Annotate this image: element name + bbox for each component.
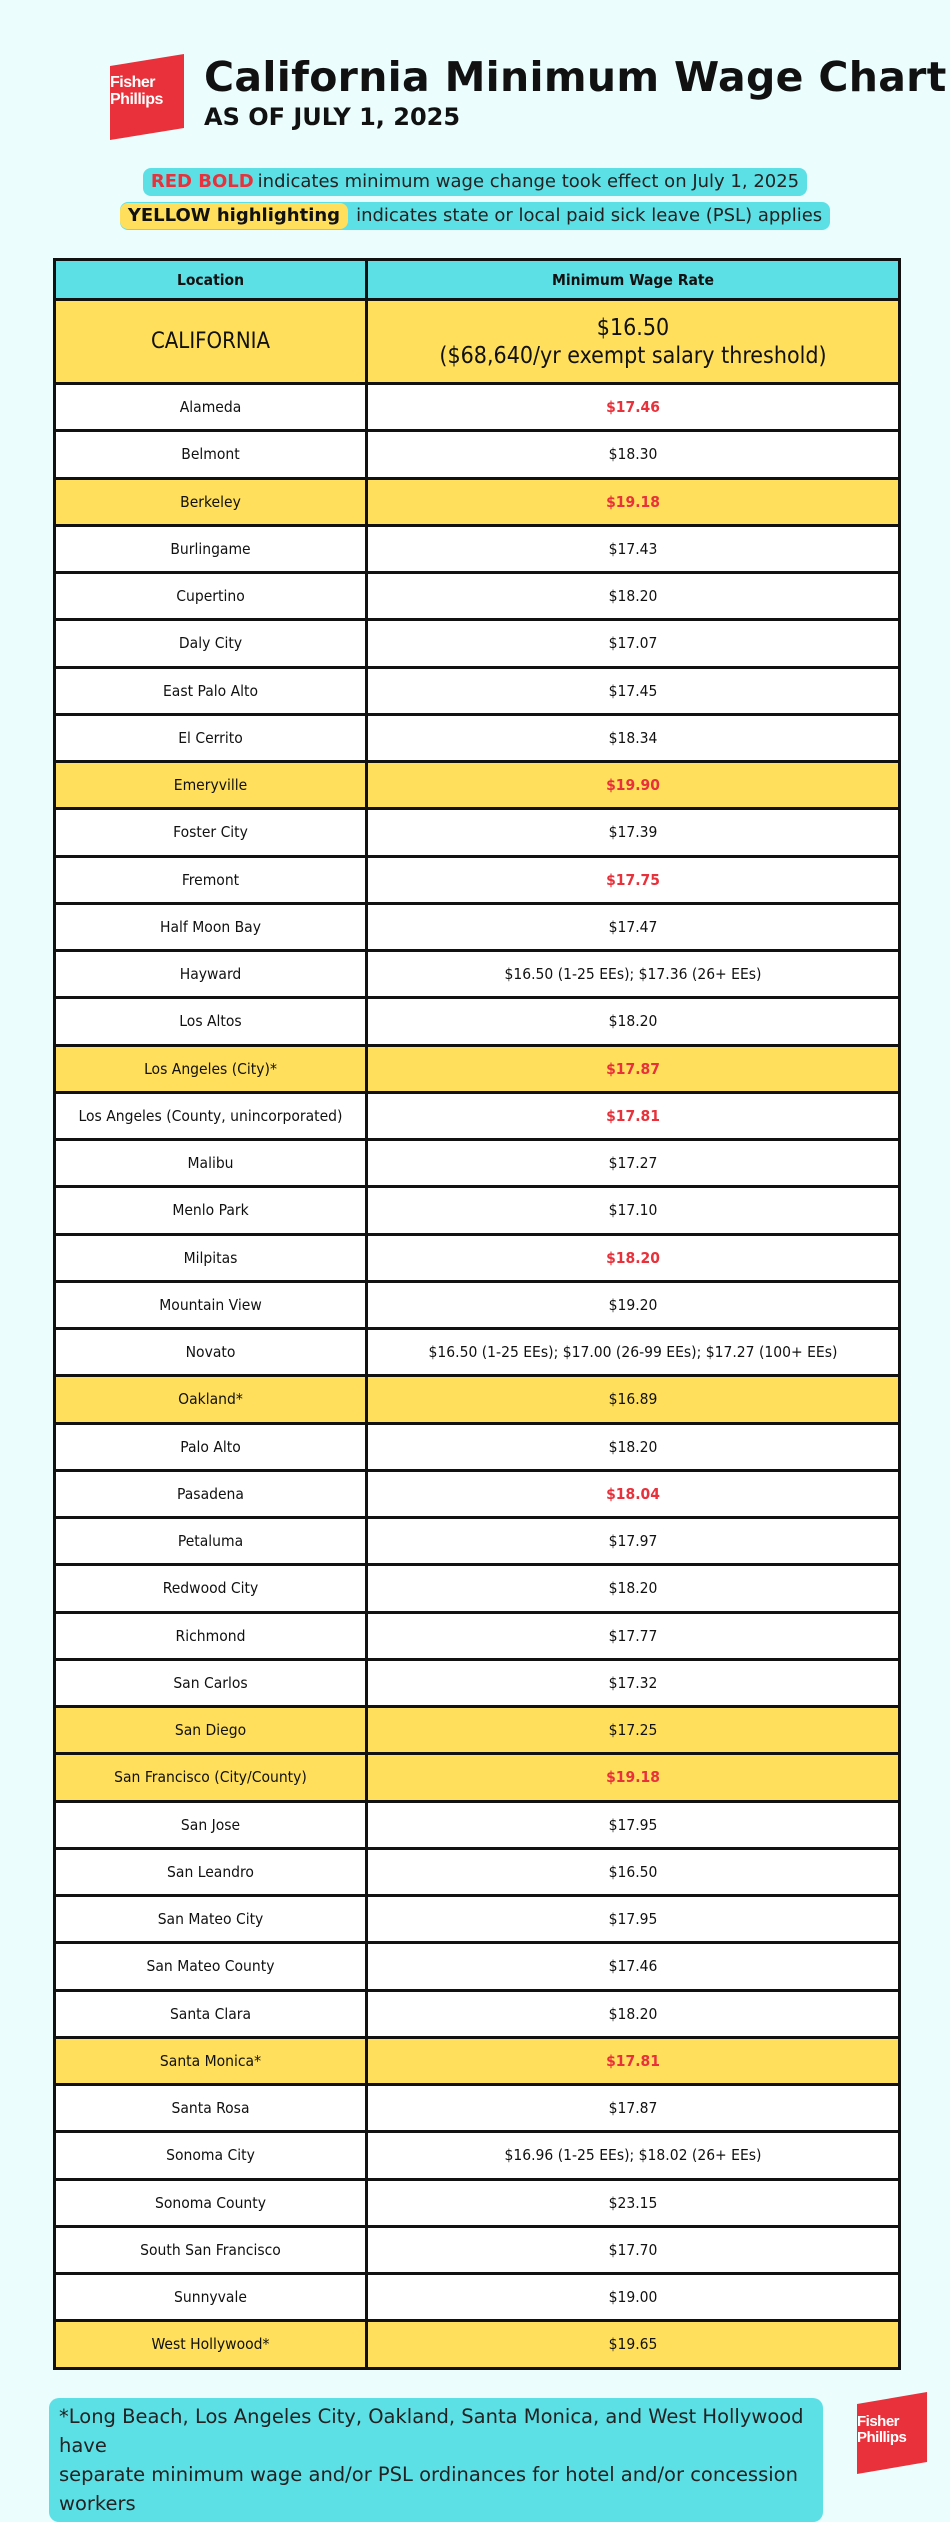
- rate-cell: $16.96 (1-25 EEs); $18.02 (26+ EEs): [367, 2132, 900, 2179]
- rate-cell: $17.39: [367, 809, 900, 856]
- state-rate: [367, 300, 900, 384]
- rate-cell: $17.70: [367, 2226, 900, 2273]
- table-row: [55, 1707, 900, 1754]
- rate-cell: $18.20: [367, 1234, 900, 1281]
- location-cell: San Diego: [55, 1707, 367, 1754]
- table-header-row: [55, 260, 900, 300]
- location-cell: South San Francisco: [55, 2226, 367, 2273]
- location-cell: Berkeley: [55, 478, 367, 525]
- location-cell: Santa Rosa: [55, 2085, 367, 2132]
- table-row: [55, 525, 900, 572]
- location-cell: Sunnyvale: [55, 2274, 367, 2321]
- table-row: [55, 998, 900, 1045]
- table-row: [55, 1565, 900, 1612]
- table-row: [55, 1990, 900, 2037]
- location-cell: El Cerrito: [55, 714, 367, 761]
- table-row: [55, 667, 900, 714]
- rate-cell: $23.15: [367, 2179, 900, 2226]
- location-cell: Sonoma City: [55, 2132, 367, 2179]
- location-cell: Los Angeles (City)*: [55, 1045, 367, 1092]
- location-cell: Menlo Park: [55, 1187, 367, 1234]
- rate-cell: $17.46: [367, 1943, 900, 1990]
- legend: [0, 168, 950, 236]
- location-cell: Sonoma County: [55, 2179, 367, 2226]
- location-cell: Richmond: [55, 1612, 367, 1659]
- location-cell: Novato: [55, 1329, 367, 1376]
- rate-cell: $17.87: [367, 1045, 900, 1092]
- rate-cell: $16.89: [367, 1376, 900, 1423]
- rate-cell: $17.95: [367, 1801, 900, 1848]
- location-cell: Mountain View: [55, 1281, 367, 1328]
- table-row: [55, 1140, 900, 1187]
- location-cell: West Hollywood*: [55, 2321, 367, 2368]
- footer-logo-line-1: Fisher: [857, 2413, 900, 2430]
- table-row: [55, 1801, 900, 1848]
- table-row: [55, 2179, 900, 2226]
- page-title: California Minimum Wage Chart: [204, 53, 947, 101]
- location-cell: Santa Monica*: [55, 2037, 367, 2084]
- rate-cell: $17.81: [367, 2037, 900, 2084]
- table-row: [55, 1754, 900, 1801]
- table-row: [55, 2132, 900, 2179]
- rate-cell: $17.95: [367, 1896, 900, 1943]
- table-row: [55, 1848, 900, 1895]
- table-row: [55, 1045, 900, 1092]
- table-row: [55, 478, 900, 525]
- rate-cell: $17.97: [367, 1518, 900, 1565]
- page-header: [106, 52, 947, 142]
- rate-cell: $19.00: [367, 2274, 900, 2321]
- table-row: [55, 1092, 900, 1139]
- state-exempt-threshold: ($68,640/yr exempt salary threshold): [439, 342, 827, 369]
- column-header-rate: Minimum Wage Rate: [367, 260, 900, 300]
- legend-yellow-text: indicates state or local paid sick leave (PSL) applies: [356, 205, 823, 226]
- table-row: [55, 1281, 900, 1328]
- table-row: [55, 2037, 900, 2084]
- rate-cell: $17.87: [367, 2085, 900, 2132]
- location-cell: Los Altos: [55, 998, 367, 1045]
- table-row: [55, 1376, 900, 1423]
- table-row: [55, 431, 900, 478]
- legend-yellow-label: YELLOW highlighting: [120, 203, 348, 229]
- location-cell: San Mateo County: [55, 1943, 367, 1990]
- rate-cell: $19.18: [367, 478, 900, 525]
- footnote-line-2: separate minimum wage and/or PSL ordinances for hotel and/or concession workers: [59, 2463, 798, 2515]
- rate-cell: $17.45: [367, 667, 900, 714]
- table-row: [55, 1234, 900, 1281]
- table-row: [55, 856, 900, 903]
- location-cell: Hayward: [55, 951, 367, 998]
- table-row: [55, 714, 900, 761]
- rate-cell: $17.10: [367, 1187, 900, 1234]
- table-row: [55, 1470, 900, 1517]
- table-row: [55, 762, 900, 809]
- location-cell: San Jose: [55, 1801, 367, 1848]
- rate-cell: $17.25: [367, 1707, 900, 1754]
- table-row: [55, 951, 900, 998]
- location-cell: San Mateo City: [55, 1896, 367, 1943]
- location-cell: Alameda: [55, 384, 367, 431]
- footnote-line-1: *Long Beach, Los Angeles City, Oakland, Santa Monica, and West Hollywood have: [59, 2405, 804, 2457]
- rate-cell: $18.20: [367, 998, 900, 1045]
- location-cell: San Carlos: [55, 1659, 367, 1706]
- wage-table-container: [53, 258, 898, 2370]
- location-cell: Fremont: [55, 856, 367, 903]
- table-row: [55, 903, 900, 950]
- rate-cell: $17.77: [367, 1612, 900, 1659]
- location-cell: Redwood City: [55, 1565, 367, 1612]
- rate-cell: $17.81: [367, 1092, 900, 1139]
- location-cell: Pasadena: [55, 1470, 367, 1517]
- legend-red-label: RED BOLD: [150, 171, 254, 192]
- rate-cell: $16.50: [367, 1848, 900, 1895]
- location-cell: East Palo Alto: [55, 667, 367, 714]
- table-row: [55, 620, 900, 667]
- rate-cell: $19.18: [367, 1754, 900, 1801]
- table-row: [55, 2274, 900, 2321]
- location-cell: Palo Alto: [55, 1423, 367, 1470]
- table-row: [55, 2226, 900, 2273]
- location-cell: San Leandro: [55, 1848, 367, 1895]
- location-cell: Oakland*: [55, 1376, 367, 1423]
- logo-line-1: Fisher: [110, 74, 156, 91]
- state-rate-value: $16.50: [596, 314, 670, 341]
- table-row: [55, 2085, 900, 2132]
- column-header-location: Location: [55, 260, 367, 300]
- rate-cell: $18.30: [367, 431, 900, 478]
- rate-cell: $16.50 (1-25 EEs); $17.36 (26+ EEs): [367, 951, 900, 998]
- fisher-phillips-logo-footer: [853, 2390, 931, 2476]
- rate-cell: $17.46: [367, 384, 900, 431]
- rate-cell: $17.47: [367, 903, 900, 950]
- rate-cell: $18.20: [367, 1990, 900, 2037]
- rate-cell: $17.32: [367, 1659, 900, 1706]
- rate-cell: $17.43: [367, 525, 900, 572]
- rate-cell: $16.50 (1-25 EEs); $17.00 (26-99 EEs); $17.27 (100+ EEs): [367, 1329, 900, 1376]
- legend-red-note: [143, 168, 807, 196]
- rate-cell: $19.90: [367, 762, 900, 809]
- rate-cell: $17.27: [367, 1140, 900, 1187]
- table-row: [55, 1329, 900, 1376]
- state-location: CALIFORNIA: [55, 300, 367, 384]
- fisher-phillips-logo: [106, 52, 188, 142]
- location-cell: Milpitas: [55, 1234, 367, 1281]
- location-cell: Daly City: [55, 620, 367, 667]
- legend-red-text: indicates minimum wage change took effect on July 1, 2025: [257, 171, 800, 192]
- table-row: [55, 1423, 900, 1470]
- table-row: [55, 2321, 900, 2368]
- rate-cell: $19.65: [367, 2321, 900, 2368]
- location-cell: Belmont: [55, 431, 367, 478]
- footnote: [49, 2398, 823, 2522]
- rate-cell: $18.04: [367, 1470, 900, 1517]
- table-row: [55, 809, 900, 856]
- location-cell: Burlingame: [55, 525, 367, 572]
- rate-cell: $19.20: [367, 1281, 900, 1328]
- table-row: [55, 1943, 900, 1990]
- location-cell: Los Angeles (County, unincorporated): [55, 1092, 367, 1139]
- rate-cell: $18.34: [367, 714, 900, 761]
- table-row: [55, 1659, 900, 1706]
- location-cell: San Francisco (City/County): [55, 1754, 367, 1801]
- rate-cell: $18.20: [367, 573, 900, 620]
- rate-cell: $17.07: [367, 620, 900, 667]
- rate-cell: $18.20: [367, 1423, 900, 1470]
- wage-table: [53, 258, 901, 2370]
- table-row: [55, 573, 900, 620]
- table-row: [55, 1612, 900, 1659]
- table-row: [55, 1518, 900, 1565]
- table-row: [55, 384, 900, 431]
- logo-line-2: Phillips: [110, 91, 163, 108]
- location-cell: Half Moon Bay: [55, 903, 367, 950]
- table-row: [55, 1896, 900, 1943]
- location-cell: Foster City: [55, 809, 367, 856]
- location-cell: Malibu: [55, 1140, 367, 1187]
- location-cell: Cupertino: [55, 573, 367, 620]
- rate-cell: $18.20: [367, 1565, 900, 1612]
- rate-cell: $17.75: [367, 856, 900, 903]
- location-cell: Santa Clara: [55, 1990, 367, 2037]
- location-cell: Petaluma: [55, 1518, 367, 1565]
- state-row: [55, 300, 900, 384]
- table-row: [55, 1187, 900, 1234]
- legend-yellow-note: [120, 202, 830, 230]
- page-subtitle: AS OF JULY 1, 2025: [204, 103, 461, 131]
- location-cell: Emeryville: [55, 762, 367, 809]
- footer-logo-line-2: Phillips: [857, 2429, 907, 2446]
